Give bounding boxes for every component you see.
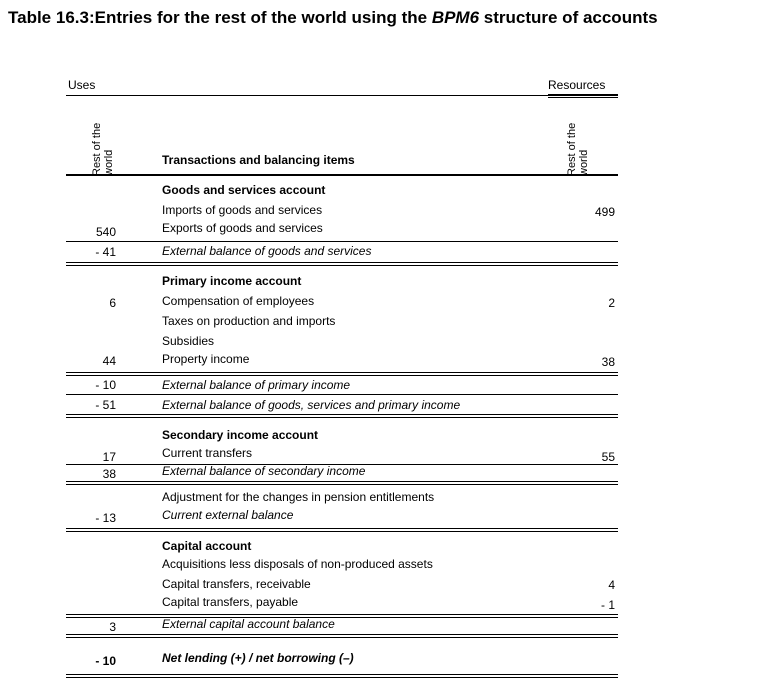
capital-heading: Capital account [162, 539, 252, 553]
current-external-uses: - 13 [95, 511, 116, 525]
imports-label: Imports of goods and services [162, 203, 323, 217]
ext-capital-uses: 3 [109, 620, 116, 634]
secondary-heading: Secondary income account [162, 428, 319, 442]
rule-primary [66, 372, 618, 376]
current-external-label: Current external balance [162, 508, 294, 522]
compensation-uses: 6 [109, 296, 116, 310]
property-label: Property income [162, 352, 250, 366]
ext-secondary-uses: 38 [102, 467, 116, 481]
ext-primary-uses: - 10 [95, 378, 116, 392]
compensation-resources: 2 [608, 296, 615, 310]
ext-secondary-label: External balance of secondary income [162, 464, 366, 478]
cap-payable-resources: - 1 [600, 598, 615, 612]
rule-goods-end [66, 262, 618, 266]
current-transfers-uses: 17 [102, 450, 116, 464]
col-right-header-line2: world [578, 149, 590, 176]
ext-capital-label: External capital account balance [162, 617, 335, 631]
ext-goods-primary-uses: - 51 [95, 398, 116, 412]
ext-goods-label: External balance of goods and services [162, 244, 372, 258]
rule-current-external [66, 528, 618, 532]
rule-capital [66, 614, 618, 618]
col-middle-header: Transactions and balancing items [162, 153, 355, 167]
header-rule-top [66, 95, 618, 96]
net-lending-uses: - 10 [95, 654, 116, 668]
col-left-header-line1: Rest of the [91, 122, 103, 176]
rule-primary-2 [66, 394, 618, 395]
current-transfers-label: Current transfers [162, 446, 253, 460]
header-rule-bottom [66, 174, 618, 176]
ext-primary-label: External balance of primary income [162, 378, 351, 392]
net-lending-label: Net lending (+) / net borrowing (–) [162, 651, 354, 665]
rule-bottom [66, 674, 618, 678]
rule-capital-end [66, 634, 618, 638]
table-title: Table 16.3:Entries for the rest of the world using the BPM6 structure of accounts [8, 8, 658, 27]
cap-receivable-label: Capital transfers, receivable [162, 577, 311, 591]
rule-primary-end [66, 414, 618, 418]
primary-heading: Primary income account [162, 274, 302, 288]
imports-resources: 499 [594, 205, 615, 219]
cap-receivable-resources: 4 [608, 578, 615, 592]
cap-payable-label: Capital transfers, payable [162, 595, 299, 609]
compensation-label: Compensation of employees [162, 294, 315, 308]
uses-header: Uses [68, 78, 96, 92]
ext-goods-primary-label: External balance of goods, services and primary income [162, 398, 461, 412]
resources-double-rule [548, 94, 618, 98]
current-transfers-resources: 55 [601, 450, 615, 464]
adjustment-label: Adjustment for the changes in pension entitlements [162, 490, 435, 504]
col-right-header-line1: Rest of the [566, 122, 578, 176]
acquisitions-label: Acquisitions less disposals of non-produced assets [162, 557, 433, 571]
property-uses: 44 [102, 354, 116, 368]
subsidies-label: Subsidies [162, 334, 215, 348]
goods-heading: Goods and services account [162, 183, 326, 197]
property-resources: 38 [601, 355, 615, 369]
rule-goods [66, 241, 618, 242]
col-left-header-line2: world [103, 149, 115, 176]
taxes-label: Taxes on production and imports [162, 314, 336, 328]
ext-goods-uses: - 41 [95, 245, 116, 259]
rule-secondary-end [66, 481, 618, 485]
exports-uses: 540 [95, 225, 116, 239]
exports-label: Exports of goods and services [162, 221, 323, 235]
resources-header: Resources [548, 78, 606, 92]
